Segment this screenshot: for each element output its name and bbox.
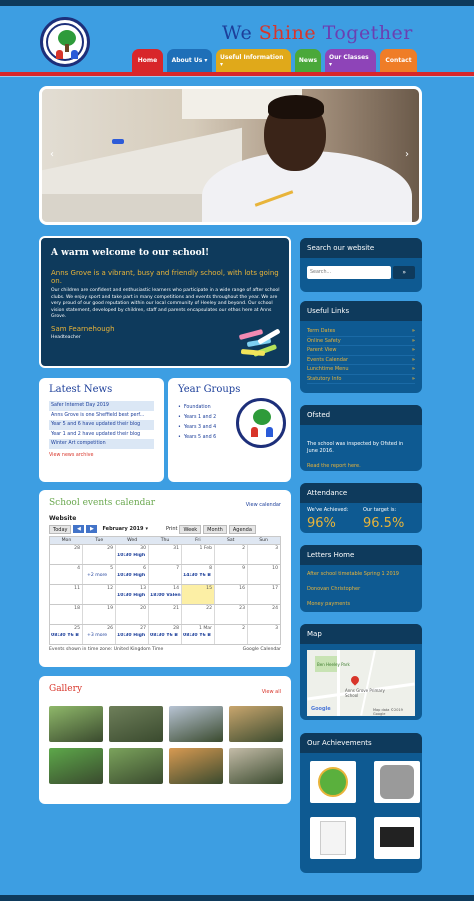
day-number: 1 Feb [199, 546, 212, 551]
google-map[interactable] [307, 650, 415, 716]
calendar-day[interactable] [181, 545, 214, 564]
day-number: 8 [209, 566, 212, 571]
gallery-card [39, 676, 291, 804]
gallery-photo[interactable] [169, 706, 223, 742]
school-games-badge [310, 761, 356, 803]
calendar-toolbar [49, 524, 281, 534]
calendar-day[interactable] [247, 565, 280, 584]
ofsted-panel [300, 405, 422, 471]
link-label: Events Calendar [307, 356, 349, 363]
day-number: 28 [74, 546, 80, 551]
healthy-school-badge [310, 817, 356, 859]
logo-child [71, 50, 78, 59]
calendar-event[interactable]: 10:30 High [117, 593, 146, 598]
calendar-day[interactable] [181, 585, 214, 604]
map-road [360, 651, 376, 716]
badge-child [266, 427, 273, 437]
google-calendar-link[interactable]: Google Calendar [242, 647, 281, 652]
day-number: 18 [74, 606, 80, 611]
day-number: 6 [143, 566, 146, 571]
calendar-event[interactable]: 08:30 Y6 B [51, 633, 79, 638]
nav-our-classes[interactable]: Our Classes ▾ [325, 49, 376, 72]
useful-link[interactable] [307, 327, 415, 337]
welcome-title: A warm welcome to our school! [51, 248, 210, 258]
search-input[interactable]: Search... [307, 266, 391, 279]
chevron-down-icon[interactable]: ▾ [145, 526, 148, 532]
day-number: 28 [173, 626, 179, 631]
next-month-icon[interactable]: ▶ [86, 525, 97, 533]
silver-award-badge [374, 761, 420, 803]
search-heading: Search our website [300, 238, 422, 258]
calendar-day[interactable] [50, 545, 82, 564]
chevron-right-icon: » [411, 337, 415, 344]
google-logo: Google [311, 706, 331, 712]
hero-slider[interactable] [39, 86, 422, 225]
chalk-icon [237, 330, 283, 360]
year-group-link[interactable]: • Years 1 and 2 [178, 413, 281, 423]
useful-links-heading: Useful Links [300, 301, 422, 321]
achievements-panel [300, 733, 422, 873]
weekday-label: Wed [127, 538, 138, 543]
day-number: 11 [74, 586, 80, 591]
day-number: 9 [242, 566, 245, 571]
nav-news[interactable]: News [295, 49, 321, 72]
useful-links-panel [300, 301, 422, 393]
calendar-day[interactable] [148, 585, 181, 604]
map-road [337, 650, 340, 716]
weekday-label: Sun [259, 538, 268, 543]
calendar-event[interactable]: 08:30 Y6 B [150, 633, 178, 638]
calendar-day[interactable] [247, 585, 280, 604]
view-all-link[interactable]: View all [261, 689, 281, 695]
calendar-week [50, 544, 280, 564]
day-number: 2 [242, 626, 245, 631]
calendar-day[interactable] [214, 625, 247, 644]
headteacher-name: Sam Fearnehough [51, 324, 115, 333]
weekday-label: Thu [160, 538, 170, 543]
quality-mark-badge [374, 817, 420, 859]
useful-link[interactable] [307, 365, 415, 375]
useful-link[interactable] [307, 375, 415, 385]
news-item[interactable]: Year 1 and 2 have updated their blog [51, 431, 141, 437]
calendar-day[interactable] [82, 625, 115, 644]
logo-trunk [65, 44, 69, 52]
calendar-day[interactable] [82, 605, 115, 624]
chevron-right-icon: » [411, 356, 415, 363]
nav-useful-information[interactable]: Useful Information ▾ [216, 49, 291, 72]
badge-icon [320, 821, 346, 855]
year-group-link[interactable]: • Foundation [178, 403, 281, 413]
calendar-day[interactable] [181, 565, 214, 584]
nav-underline-light [0, 76, 474, 77]
day-number: 31 [173, 546, 179, 551]
day-number: 5 [110, 566, 113, 571]
day-number: 7 [176, 566, 179, 571]
link-label: Parent View [307, 347, 337, 353]
gallery-photo[interactable] [109, 706, 163, 742]
attendance-heading: Attendance [300, 483, 422, 503]
map-heading: Map [300, 624, 422, 644]
map-credit: Map data ©2019 Google [373, 708, 403, 716]
weekday-label: Tue [95, 538, 104, 543]
calendar-day[interactable] [50, 605, 82, 624]
tagline-word: We [222, 22, 253, 44]
day-number: 12 [107, 586, 113, 591]
calendar-day[interactable] [181, 605, 214, 624]
achievements-heading: Our Achievements [300, 733, 422, 753]
news-title: Latest News [49, 384, 113, 395]
gallery-photo[interactable] [109, 748, 163, 784]
badge-icon [318, 767, 348, 797]
calendar-day[interactable] [214, 605, 247, 624]
year-group-link[interactable]: • Years 3 and 4 [178, 423, 281, 433]
news-item[interactable]: Safer Internet Day 2019 [49, 401, 154, 411]
letter-link[interactable]: Donovan Christopher [307, 586, 361, 592]
prev-month-icon[interactable]: ◀ [73, 525, 84, 533]
year-groups-card [168, 378, 291, 482]
day-number: 20 [140, 606, 146, 611]
calendar-event[interactable]: 10:30 High [117, 633, 146, 638]
welcome-lead: Anns Grove is a vibrant, busy and friendly school, with lots going on. [51, 269, 279, 285]
achieved-value: 96% [307, 516, 336, 531]
calendar-day[interactable] [247, 625, 280, 644]
day-number: 3 [275, 546, 278, 551]
main-nav [132, 49, 417, 72]
target-label: Our target is: [363, 507, 397, 513]
gallery-photo[interactable] [49, 706, 103, 742]
attendance-panel [300, 483, 422, 533]
useful-link[interactable] [307, 346, 415, 356]
map-pin-icon[interactable] [349, 674, 360, 685]
badge-icon [380, 827, 414, 847]
link-label: Statutory Info [307, 375, 342, 382]
calendar-week [50, 584, 280, 604]
calendar-footer [49, 647, 281, 652]
calendar-event[interactable]: 18:00 Valen [150, 593, 181, 598]
calendar-day[interactable] [214, 545, 247, 564]
calendar-day[interactable] [148, 605, 181, 624]
nav-contact[interactable]: Contact [380, 49, 417, 72]
calendar-day[interactable] [148, 625, 181, 644]
calendar-day[interactable] [214, 585, 247, 604]
calendar-day[interactable] [82, 565, 115, 584]
gallery-photo[interactable] [229, 748, 283, 784]
calendar-title: School events calendar [49, 498, 156, 508]
gallery-title: Gallery [49, 684, 83, 694]
month-view-button[interactable]: Month [203, 525, 227, 534]
day-number: 29 [107, 546, 113, 551]
agenda-view-button[interactable]: Agenda [229, 525, 256, 534]
weekday-label: Sat [226, 538, 235, 543]
year-groups-title: Year Groups [178, 384, 241, 395]
day-number: 19 [107, 606, 113, 611]
day-number: 26 [107, 626, 113, 631]
weekday-label: Mon [61, 538, 72, 543]
day-number: 17 [272, 586, 278, 591]
weekday-label: Fri [195, 538, 201, 543]
chevron-right-icon: » [411, 366, 415, 372]
welcome-panel [39, 236, 291, 368]
chevron-right-icon: » [411, 347, 415, 353]
chevron-right-icon: » [411, 328, 415, 334]
more-events-link[interactable]: +3 more [87, 633, 108, 638]
ofsted-text: The school was inspected by Ofsted in June 2016. [307, 441, 404, 454]
calendar-widget-title: Website [49, 515, 77, 522]
calendar-event[interactable]: 08:30 Y6 B [183, 633, 211, 638]
map-park-label: Ben Heeley Park [317, 662, 350, 667]
day-number: 2 [242, 546, 245, 551]
calendar-day[interactable] [50, 625, 82, 644]
link-label: Term Dates [307, 328, 336, 334]
today-button[interactable]: Today [49, 525, 71, 534]
nav-home[interactable]: Home [132, 49, 163, 72]
letter-link[interactable]: After school timetable Spring 1 2019 [307, 571, 399, 577]
calendar-weekdays [50, 537, 280, 544]
useful-link[interactable] [307, 356, 415, 366]
letters-heading: Letters Home [300, 545, 422, 565]
target-value: 96.5% [363, 516, 405, 531]
day-number: 30 [140, 546, 146, 551]
calendar-day[interactable] [247, 545, 280, 564]
letter-link[interactable]: Money payments [307, 601, 351, 607]
calendar-week [50, 604, 280, 624]
nav-about-us[interactable]: About Us ▾ [167, 49, 212, 72]
timezone-note: Events shown in time zone: United Kingdom Time [49, 647, 164, 652]
top-bar [0, 0, 474, 6]
school-badge [236, 398, 286, 448]
calendar-day[interactable] [148, 545, 181, 564]
year-group-link[interactable]: • Years 5 and 6 [178, 433, 281, 443]
tagline [222, 22, 413, 44]
news-archive-link[interactable]: View news archive [49, 452, 94, 458]
calendar-day[interactable] [148, 565, 181, 584]
bottom-bar [0, 895, 474, 901]
achieved-label: We've Achieved: [307, 507, 349, 513]
day-number: 16 [239, 586, 245, 591]
calendar-day[interactable] [181, 625, 214, 644]
slider-prev-icon[interactable]: ‹ [50, 149, 54, 160]
letters-home-panel [300, 545, 422, 612]
search-submit-icon[interactable]: » [393, 266, 415, 279]
chevron-right-icon: » [411, 375, 415, 382]
day-number: 10 [272, 566, 278, 571]
useful-link[interactable] [307, 337, 415, 347]
welcome-body: Our children are confident and enthusiastic learners who participate in a wide range of after school clubs. We enjoy sport and take part in many competitions and events throughout the year. We are very proud of our good reputation within our local community of Heeley and beyond. Our school vision statement, developed by children, staff and parents encapsulates our ethos here at Anns Grove. [51, 288, 280, 320]
day-number: 25 [74, 626, 80, 631]
day-number: 21 [173, 606, 179, 611]
day-number: 27 [140, 626, 146, 631]
gallery-photo[interactable] [229, 706, 283, 742]
headteacher-role: Headteacher [51, 334, 81, 340]
calendar-day[interactable] [50, 565, 82, 584]
day-number: 3 [275, 626, 278, 631]
map-panel [300, 624, 422, 720]
news-item[interactable]: Anns Grove is one Sheffield best perf... [51, 412, 145, 418]
calendar-event[interactable]: 10:30 High [117, 553, 146, 558]
slide-pen-cap [112, 139, 124, 144]
gallery-grid [49, 706, 281, 784]
news-item[interactable]: Year 5 and 6 have updated their blog [49, 420, 154, 430]
calendar-day[interactable] [115, 565, 148, 584]
calendar-day[interactable] [82, 545, 115, 564]
calendar-day[interactable] [115, 585, 148, 604]
calendar-day[interactable] [82, 585, 115, 604]
map-school-label: Anns Grove Primary School [345, 688, 385, 698]
slider-next-icon[interactable]: › [405, 149, 409, 160]
badge-icon [380, 765, 414, 799]
day-number: 22 [206, 606, 212, 611]
latest-news-card [39, 378, 164, 482]
day-number: 15 [206, 586, 212, 591]
logo-child [56, 50, 63, 59]
day-number: 23 [239, 606, 245, 611]
calendar-week [50, 564, 280, 584]
badge-child [251, 427, 258, 437]
calendar-day[interactable] [214, 565, 247, 584]
day-number: 1 Mar [198, 626, 212, 631]
day-number: 24 [272, 606, 278, 611]
calendar-month[interactable]: February 2019 [102, 526, 144, 532]
calendar-day[interactable] [247, 605, 280, 624]
tagline-word: Together [322, 22, 413, 44]
view-calendar-link[interactable]: View calendar [245, 502, 281, 508]
calendar-grid [49, 536, 281, 645]
calendar-day[interactable] [115, 625, 148, 644]
gallery-photo[interactable] [169, 748, 223, 784]
calendar-week [50, 624, 280, 644]
week-view-button[interactable]: Week [179, 525, 201, 534]
print-button[interactable]: Print [165, 526, 178, 532]
calendar-day[interactable] [50, 585, 82, 604]
more-events-link[interactable]: +2 more [87, 573, 108, 578]
ofsted-heading: Ofsted [300, 405, 422, 425]
tagline-word: Shine [258, 22, 317, 44]
events-calendar-card [39, 490, 291, 667]
calendar-day[interactable] [115, 545, 148, 564]
link-label: Online Safety [307, 337, 341, 344]
search-panel [300, 238, 422, 292]
day-number: 14 [173, 586, 179, 591]
gallery-photo[interactable] [49, 748, 103, 784]
link-label: Lunchtime Menu [307, 366, 349, 372]
school-logo[interactable] [40, 17, 90, 67]
day-number: 4 [77, 566, 80, 571]
calendar-event[interactable]: 10:30 High [117, 573, 146, 578]
day-number: 13 [140, 586, 146, 591]
badge-tree [253, 409, 271, 425]
slide-pupil-hair [268, 95, 324, 119]
calendar-day[interactable] [115, 605, 148, 624]
calendar-event[interactable]: 14:30 Y6 B [183, 573, 211, 578]
ofsted-report-link[interactable]: Read the report here. [307, 463, 361, 469]
news-item[interactable]: Winter Art competition [49, 439, 154, 449]
